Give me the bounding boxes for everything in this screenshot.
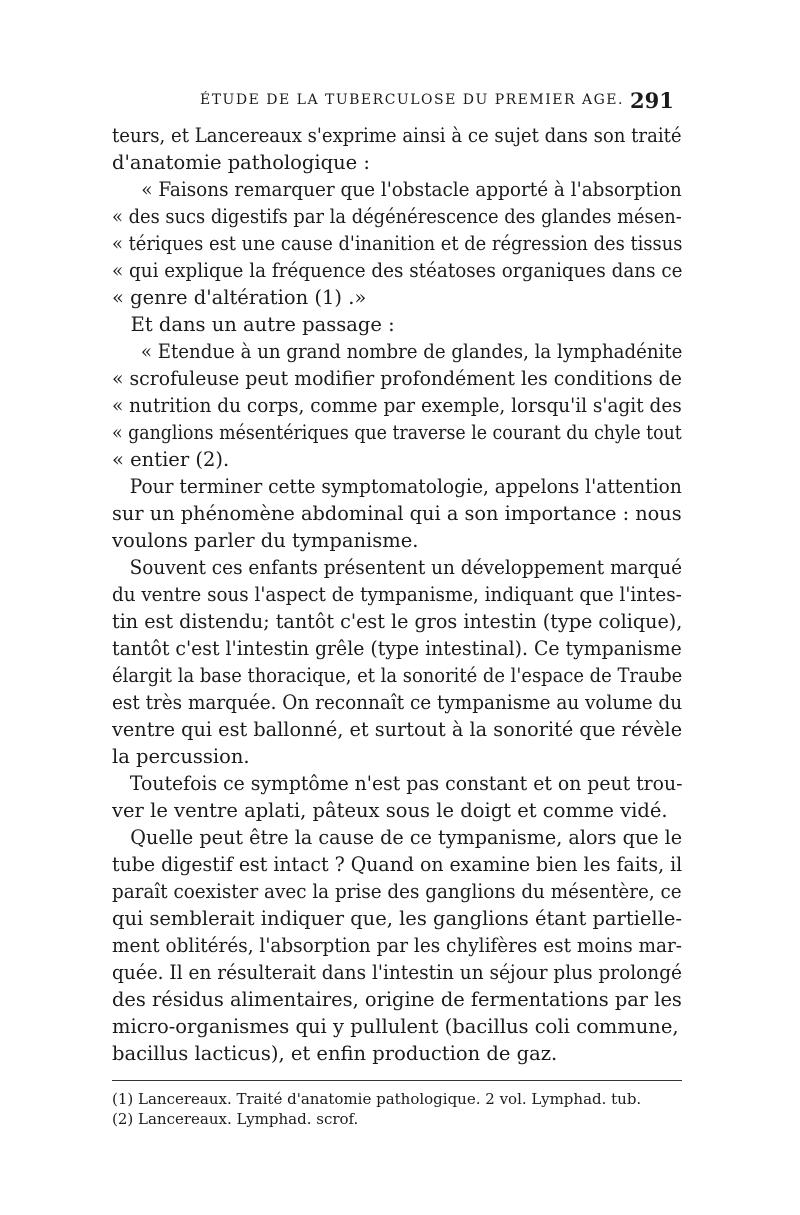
text-line: Pour terminer cette symptomatologie, appelons l'attention	[112, 475, 682, 498]
footnotes	[112, 1080, 682, 1129]
text-line: sur un phénomène abdominal qui a son importance : nous	[112, 502, 682, 525]
text-line: élargit la base thoracique, et la sonorité de l'espace de Traube	[112, 664, 682, 687]
text-line: Et dans un autre passage :	[112, 313, 395, 336]
footnote-rule	[112, 1080, 682, 1081]
page-number: 291	[630, 88, 674, 113]
text-line: tube digestif est intact ? Quand on examine bien les faits, il	[112, 853, 682, 876]
text-line: « tériques est une cause d'inanition et de régression des tissus	[112, 232, 682, 255]
text-line: ventre qui est ballonné, et surtout à la sonorité que révèle	[112, 718, 682, 741]
text-line: « genre d'altération (1) .»	[112, 286, 367, 309]
text-line: Toutefois ce symptôme n'est pas constant et on peut trou-	[112, 772, 682, 795]
body-text	[112, 122, 682, 1067]
text-line: voulons parler du tympanisme.	[112, 529, 419, 552]
text-line: qui semblerait indiquer que, les ganglions étant partielle-	[112, 907, 682, 930]
text-line: « Faisons remarquer que l'obstacle apporté à l'absorption	[112, 178, 682, 201]
text-line: d'anatomie pathologique :	[112, 151, 370, 174]
text-line: paraît coexister avec la prise des ganglions du mésentère, ce	[112, 880, 682, 903]
text-line: « scrofuleuse peut modifier profondément les conditions de	[112, 367, 682, 390]
text-line: des résidus alimentaires, origine de fermentations par les	[112, 988, 682, 1011]
text-line: « qui explique la fréquence des stéatoses organiques dans ce	[112, 259, 682, 282]
text-line: quée. Il en résulterait dans l'intestin un séjour plus prolongé	[112, 961, 682, 984]
running-head: ÉTUDE DE LA TUBERCULOSE DU PREMIER AGE.	[200, 92, 624, 108]
footnote: (1) Lancereaux. Traité d'anatomie pathologique. 2 vol. Lymphad. tub.	[112, 1090, 642, 1108]
text-line: ment oblitérés, l'absorption par les chylifères est moins mar-	[112, 934, 682, 957]
text-line: du ventre sous l'aspect de tympanisme, indiquant que l'intes-	[112, 583, 682, 606]
text-line: « Etendue à un grand nombre de glandes, la lymphadénite	[112, 340, 682, 363]
text-line: micro-organismes qui y pullulent (bacillus coli commune,	[112, 1015, 679, 1038]
text-line: est très marquée. On reconnaît ce tympanisme au volume du	[112, 691, 682, 714]
text-line: tantôt c'est l'intestin grêle (type intestinal). Ce tympanisme	[112, 637, 682, 660]
text-line: teurs, et Lancereaux s'exprime ainsi à ce sujet dans son traité	[112, 124, 682, 147]
footnote: (2) Lancereaux. Lymphad. scrof.	[112, 1110, 359, 1128]
text-line: Quelle peut être la cause de ce tympanisme, alors que le	[112, 826, 682, 849]
text-line: « ganglions mésentériques que traverse le courant du chyle tout	[112, 421, 682, 444]
text-line: « nutrition du corps, comme par exemple, lorsqu'il s'agit des	[112, 394, 682, 417]
text-line: ver le ventre aplati, pâteux sous le doigt et comme vidé.	[112, 799, 668, 822]
text-line: la percussion.	[112, 745, 250, 768]
text-line: Souvent ces enfants présentent un développement marqué	[112, 556, 682, 579]
text-line: tin est distendu; tantôt c'est le gros intestin (type colique),	[112, 610, 682, 633]
text-line: « entier (2).	[112, 448, 230, 471]
text-line: bacillus lacticus), et enfin production de gaz.	[112, 1042, 558, 1065]
text-line: « des sucs digestifs par la dégénérescence des glandes mésen-	[112, 205, 682, 228]
